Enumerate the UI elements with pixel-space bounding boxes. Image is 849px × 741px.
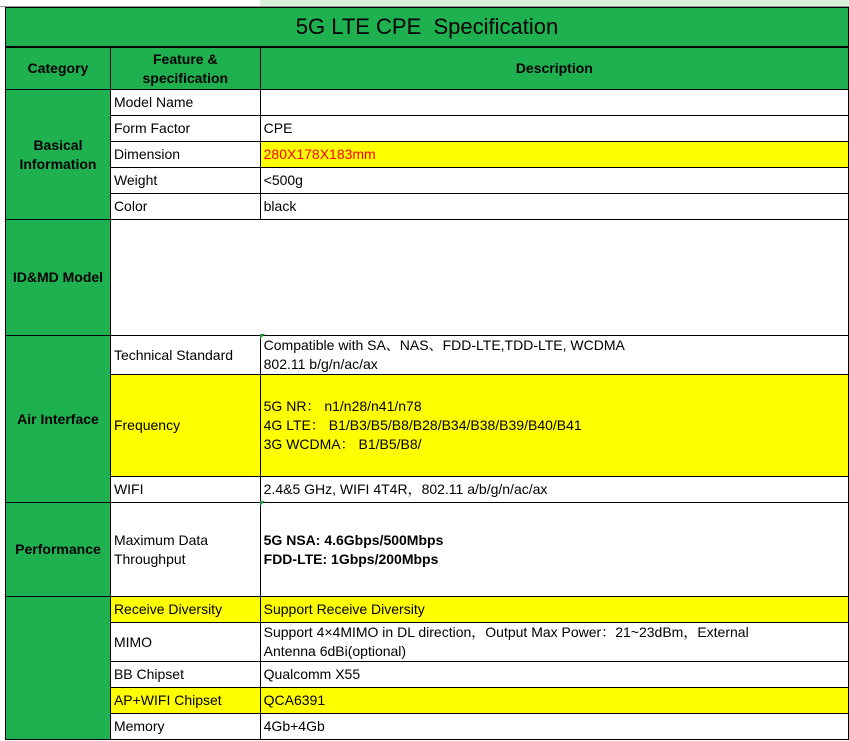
feature-technical-standard[interactable]: Technical Standard: [110, 336, 260, 375]
desc-receive-diversity[interactable]: Support Receive Diversity: [260, 597, 848, 623]
tech-standard-line-1: Compatible with SA、NAS、FDD-LTE,TDD-LTE, WCDMA: [263, 337, 625, 353]
desc-mimo[interactable]: [260, 623, 848, 662]
table-row: [6, 662, 849, 688]
spreadsheet-top-row: [0, 0, 849, 7]
feature-receive-diversity[interactable]: Receive Diversity: [110, 597, 260, 623]
frequency-line-1: 5G NR： n1/n28/n41/n78: [263, 398, 422, 414]
mimo-line-1: Support 4×4MIMO in DL direction，Output Max Power：21~23dBm，External: [263, 624, 749, 640]
top-row-fill: [260, 0, 849, 6]
table-row: [6, 168, 849, 194]
desc-memory[interactable]: 4Gb+4Gb: [260, 714, 848, 740]
table-row: [6, 375, 849, 477]
feature-throughput[interactable]: [110, 503, 260, 597]
feature-dimension[interactable]: Dimension: [110, 142, 260, 168]
category-air-interface: Air Interface: [6, 336, 111, 503]
header-category: Category: [6, 48, 111, 90]
table-row: [6, 714, 849, 740]
table-row: [6, 336, 849, 375]
desc-frequency[interactable]: [260, 375, 848, 477]
table-row: [6, 623, 849, 662]
desc-weight[interactable]: <500g: [260, 168, 848, 194]
desc-wifi[interactable]: 2.4&5 GHz, WIFI 4T4R，802.11 a/b/g/n/ac/ax: [260, 477, 848, 503]
throughput-5g: 5G NSA: 4.6Gbps/500Mbps: [263, 531, 444, 548]
desc-technical-standard[interactable]: [260, 336, 848, 375]
table-row: [6, 142, 849, 168]
feature-bb-chipset[interactable]: BB Chipset: [110, 662, 260, 688]
header-feature: Feature & specification: [110, 48, 260, 90]
throughput-label-line-1: Maximum Data: [113, 531, 209, 548]
desc-dimension[interactable]: 280X178X183mm: [260, 142, 848, 168]
table-row: [6, 477, 849, 503]
desc-bb-chipset[interactable]: Qualcomm X55: [260, 662, 848, 688]
throughput-label-line-2: Throughput: [113, 550, 186, 567]
feature-wifi[interactable]: WIFI: [110, 477, 260, 503]
frequency-line-2: 4G LTE： B1/B3/B5/B8/B28/B34/B38/B39/B40/B41: [263, 417, 582, 433]
category-hardware: [6, 597, 111, 740]
category-idmd: ID&MD Model: [6, 220, 111, 336]
comment-marker-icon: [260, 501, 265, 506]
table-row: [6, 597, 849, 623]
desc-form-factor[interactable]: CPE: [260, 116, 848, 142]
spec-table: [5, 47, 849, 740]
feature-weight[interactable]: Weight: [110, 168, 260, 194]
table-row: [6, 220, 849, 336]
table-row: [6, 503, 849, 597]
header-row: [6, 48, 849, 90]
frequency-line-3: 3G WCDMA： B1/B5/B8/: [263, 436, 422, 452]
feature-model-name[interactable]: Model Name: [110, 90, 260, 116]
table-row: [6, 116, 849, 142]
category-basic: Basical Information: [6, 90, 111, 220]
idmd-model-area[interactable]: [110, 220, 848, 336]
desc-ap-wifi-chipset[interactable]: QCA6391: [260, 688, 848, 714]
header-description: Description: [260, 48, 848, 90]
desc-model-name[interactable]: [260, 90, 848, 116]
table-row: [6, 90, 849, 116]
feature-ap-wifi-chipset[interactable]: AP+WIFI Chipset: [110, 688, 260, 714]
feature-frequency[interactable]: Frequency: [110, 375, 260, 477]
desc-color[interactable]: black: [260, 194, 848, 220]
desc-throughput[interactable]: [260, 503, 848, 597]
feature-mimo[interactable]: MIMO: [110, 623, 260, 662]
tech-standard-line-2: 802.11 b/g/n/ac/ax: [263, 356, 378, 372]
table-row: [6, 194, 849, 220]
table-row: [6, 688, 849, 714]
feature-color[interactable]: Color: [110, 194, 260, 220]
mimo-line-2: Antenna 6dBi(optional): [263, 643, 407, 659]
throughput-lte: FDD-LTE: 1Gbps/200Mbps: [263, 550, 439, 567]
category-performance: Performance: [6, 503, 111, 597]
feature-memory[interactable]: Memory: [110, 714, 260, 740]
spec-title: 5G LTE CPE Specification: [5, 7, 849, 47]
feature-form-factor[interactable]: Form Factor: [110, 116, 260, 142]
comment-marker-icon: [260, 334, 265, 339]
